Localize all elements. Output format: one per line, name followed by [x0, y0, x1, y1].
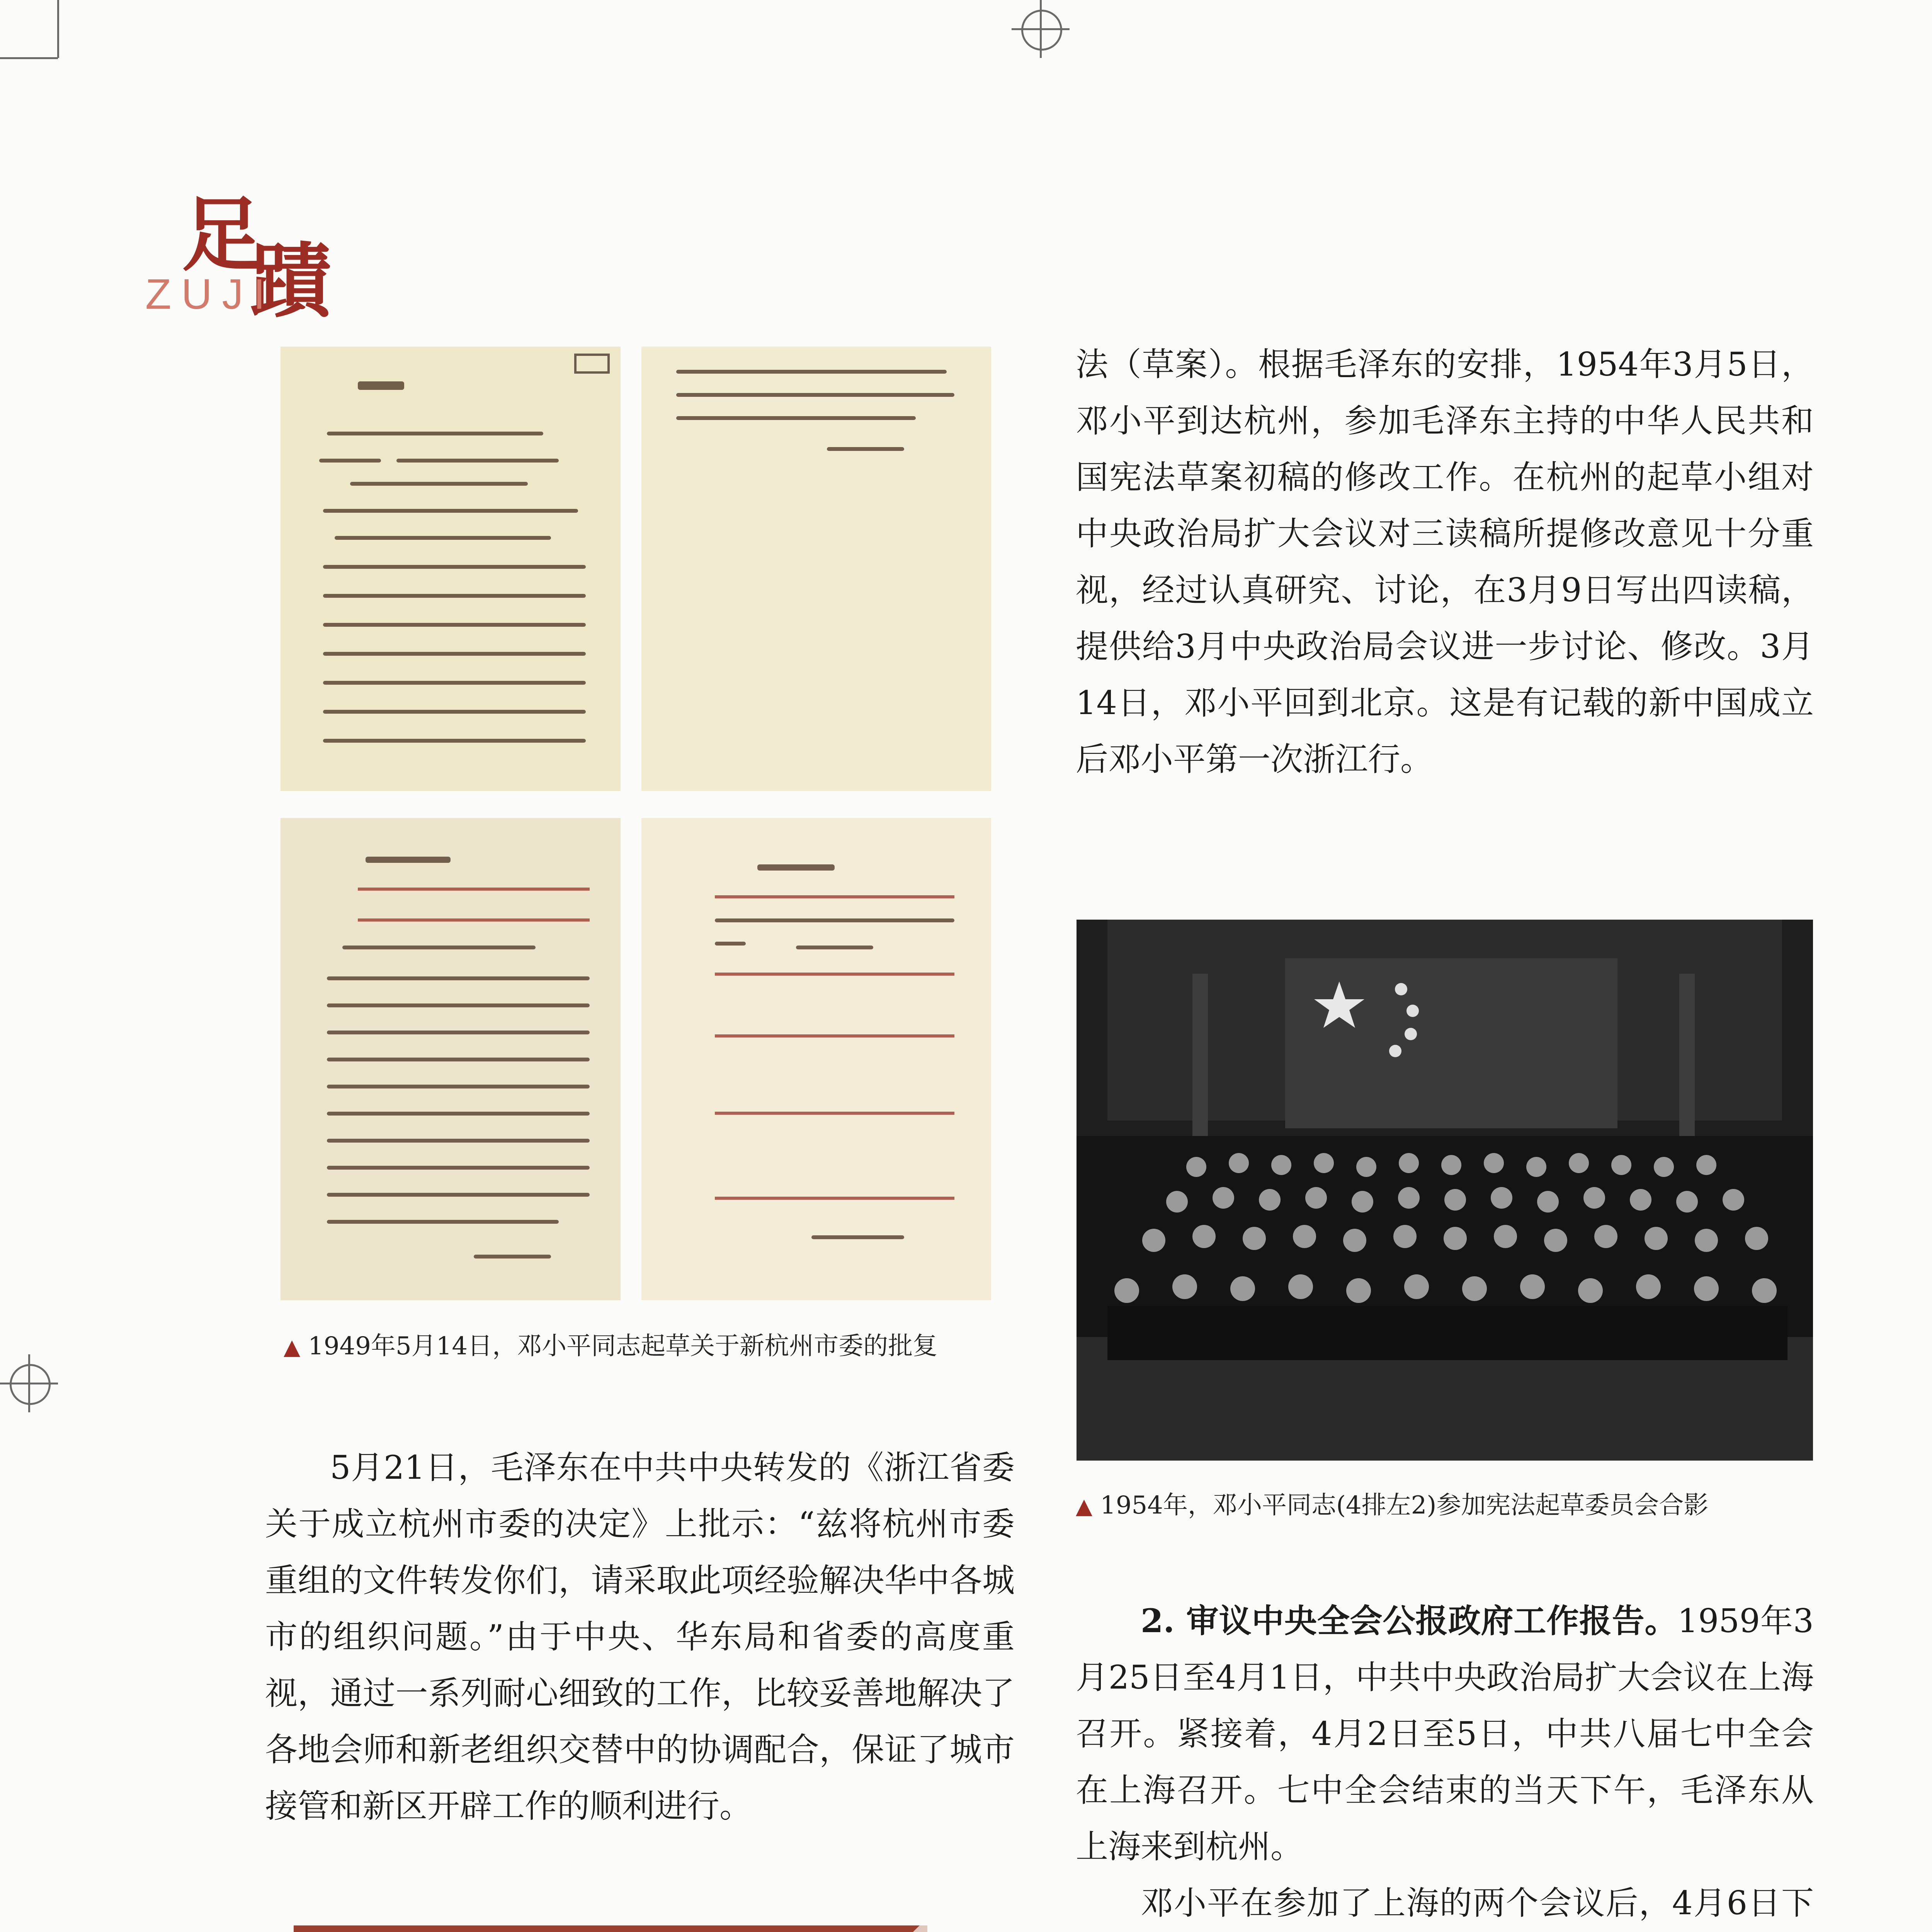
- subsection-2-body: 1959年3月25日至4月1日，中共中央政治局扩大会议在上海召开。紧接着，4月2日至5日，中共八届七中全会在上海召开。七中全会结束的当天下午，毛泽东从上海来到杭州。: [1076, 1602, 1814, 1866]
- subsection-2-lead: 2. 审议中央全会公报政府工作报告。: [1141, 1602, 1678, 1640]
- document-photo: [281, 347, 621, 791]
- triangle-icon: ▲: [284, 1335, 301, 1360]
- paragraph: 邓小平在参加了上海的两个会议后，4月6日下: [1141, 1884, 1814, 1922]
- figure-2-caption: [1076, 1485, 1708, 1521]
- crop-mark: [57, 0, 59, 58]
- group-photo: [1077, 920, 1813, 1461]
- paragraph: 法（草案）。根据毛泽东的安排，1954年3月5日，邓小平到达杭州，参加毛泽东主持的中华人民共和国宪法草案初稿的修改工作。在杭州的起草小组对中央政治局扩大会议对三读稿所提修改意见十分重视，经过认真研究、讨论，在3月9日写出四读稿，提供给3月中央政治局会议进一步讨论、修改。3月14日，邓小平回到北京。这是有记载的新中国成立后邓小平第一次浙江行。: [1076, 345, 1814, 778]
- figure-1-caption: [284, 1326, 937, 1362]
- figure-2-caption-text: 1954年，邓小平同志(4排左2)参加宪法起草委员会合影: [1100, 1491, 1709, 1520]
- right-column-top: [1076, 336, 1814, 787]
- section-title: [294, 1925, 835, 1932]
- document-photo: [641, 818, 991, 1300]
- section-title-bar: [294, 1925, 927, 1932]
- triangle-icon: ▲: [1076, 1494, 1093, 1519]
- crop-mark: [0, 57, 58, 59]
- brand-pinyin: ZUJI: [145, 270, 276, 318]
- group-photo-illustration: [1077, 920, 1813, 1461]
- left-column-top: [265, 1439, 1015, 1834]
- paragraph: 5月21日，毛泽东在中共中央转发的《浙江省委关于成立杭州市委的决定》上批示：“兹将杭州市委重组的文件转发你们，请采取此项经验解决华中各城市的组织问题。”由于中央、华东局和省委的高度重视，通过一系列耐心细致的工作，比较妥善地解决了各地会师和新老组织交替中的协调配合，保证了城市接管和新区开辟工作的顺利进行。: [265, 1449, 1015, 1825]
- figure-1-caption-text: 1949年5月14日，邓小平同志起草关于新杭州市委的批复: [308, 1332, 938, 1361]
- subsection-2: [1076, 1593, 1814, 1875]
- document-photo: [281, 818, 621, 1300]
- registration-mark-top: [1012, 0, 1070, 58]
- brand-char-2: 蹟: [250, 233, 332, 329]
- document-photo: [641, 347, 991, 791]
- registration-mark-left: [0, 1354, 58, 1412]
- brand-char-1: 足: [182, 187, 259, 282]
- right-column-bottom: [1076, 1593, 1814, 1932]
